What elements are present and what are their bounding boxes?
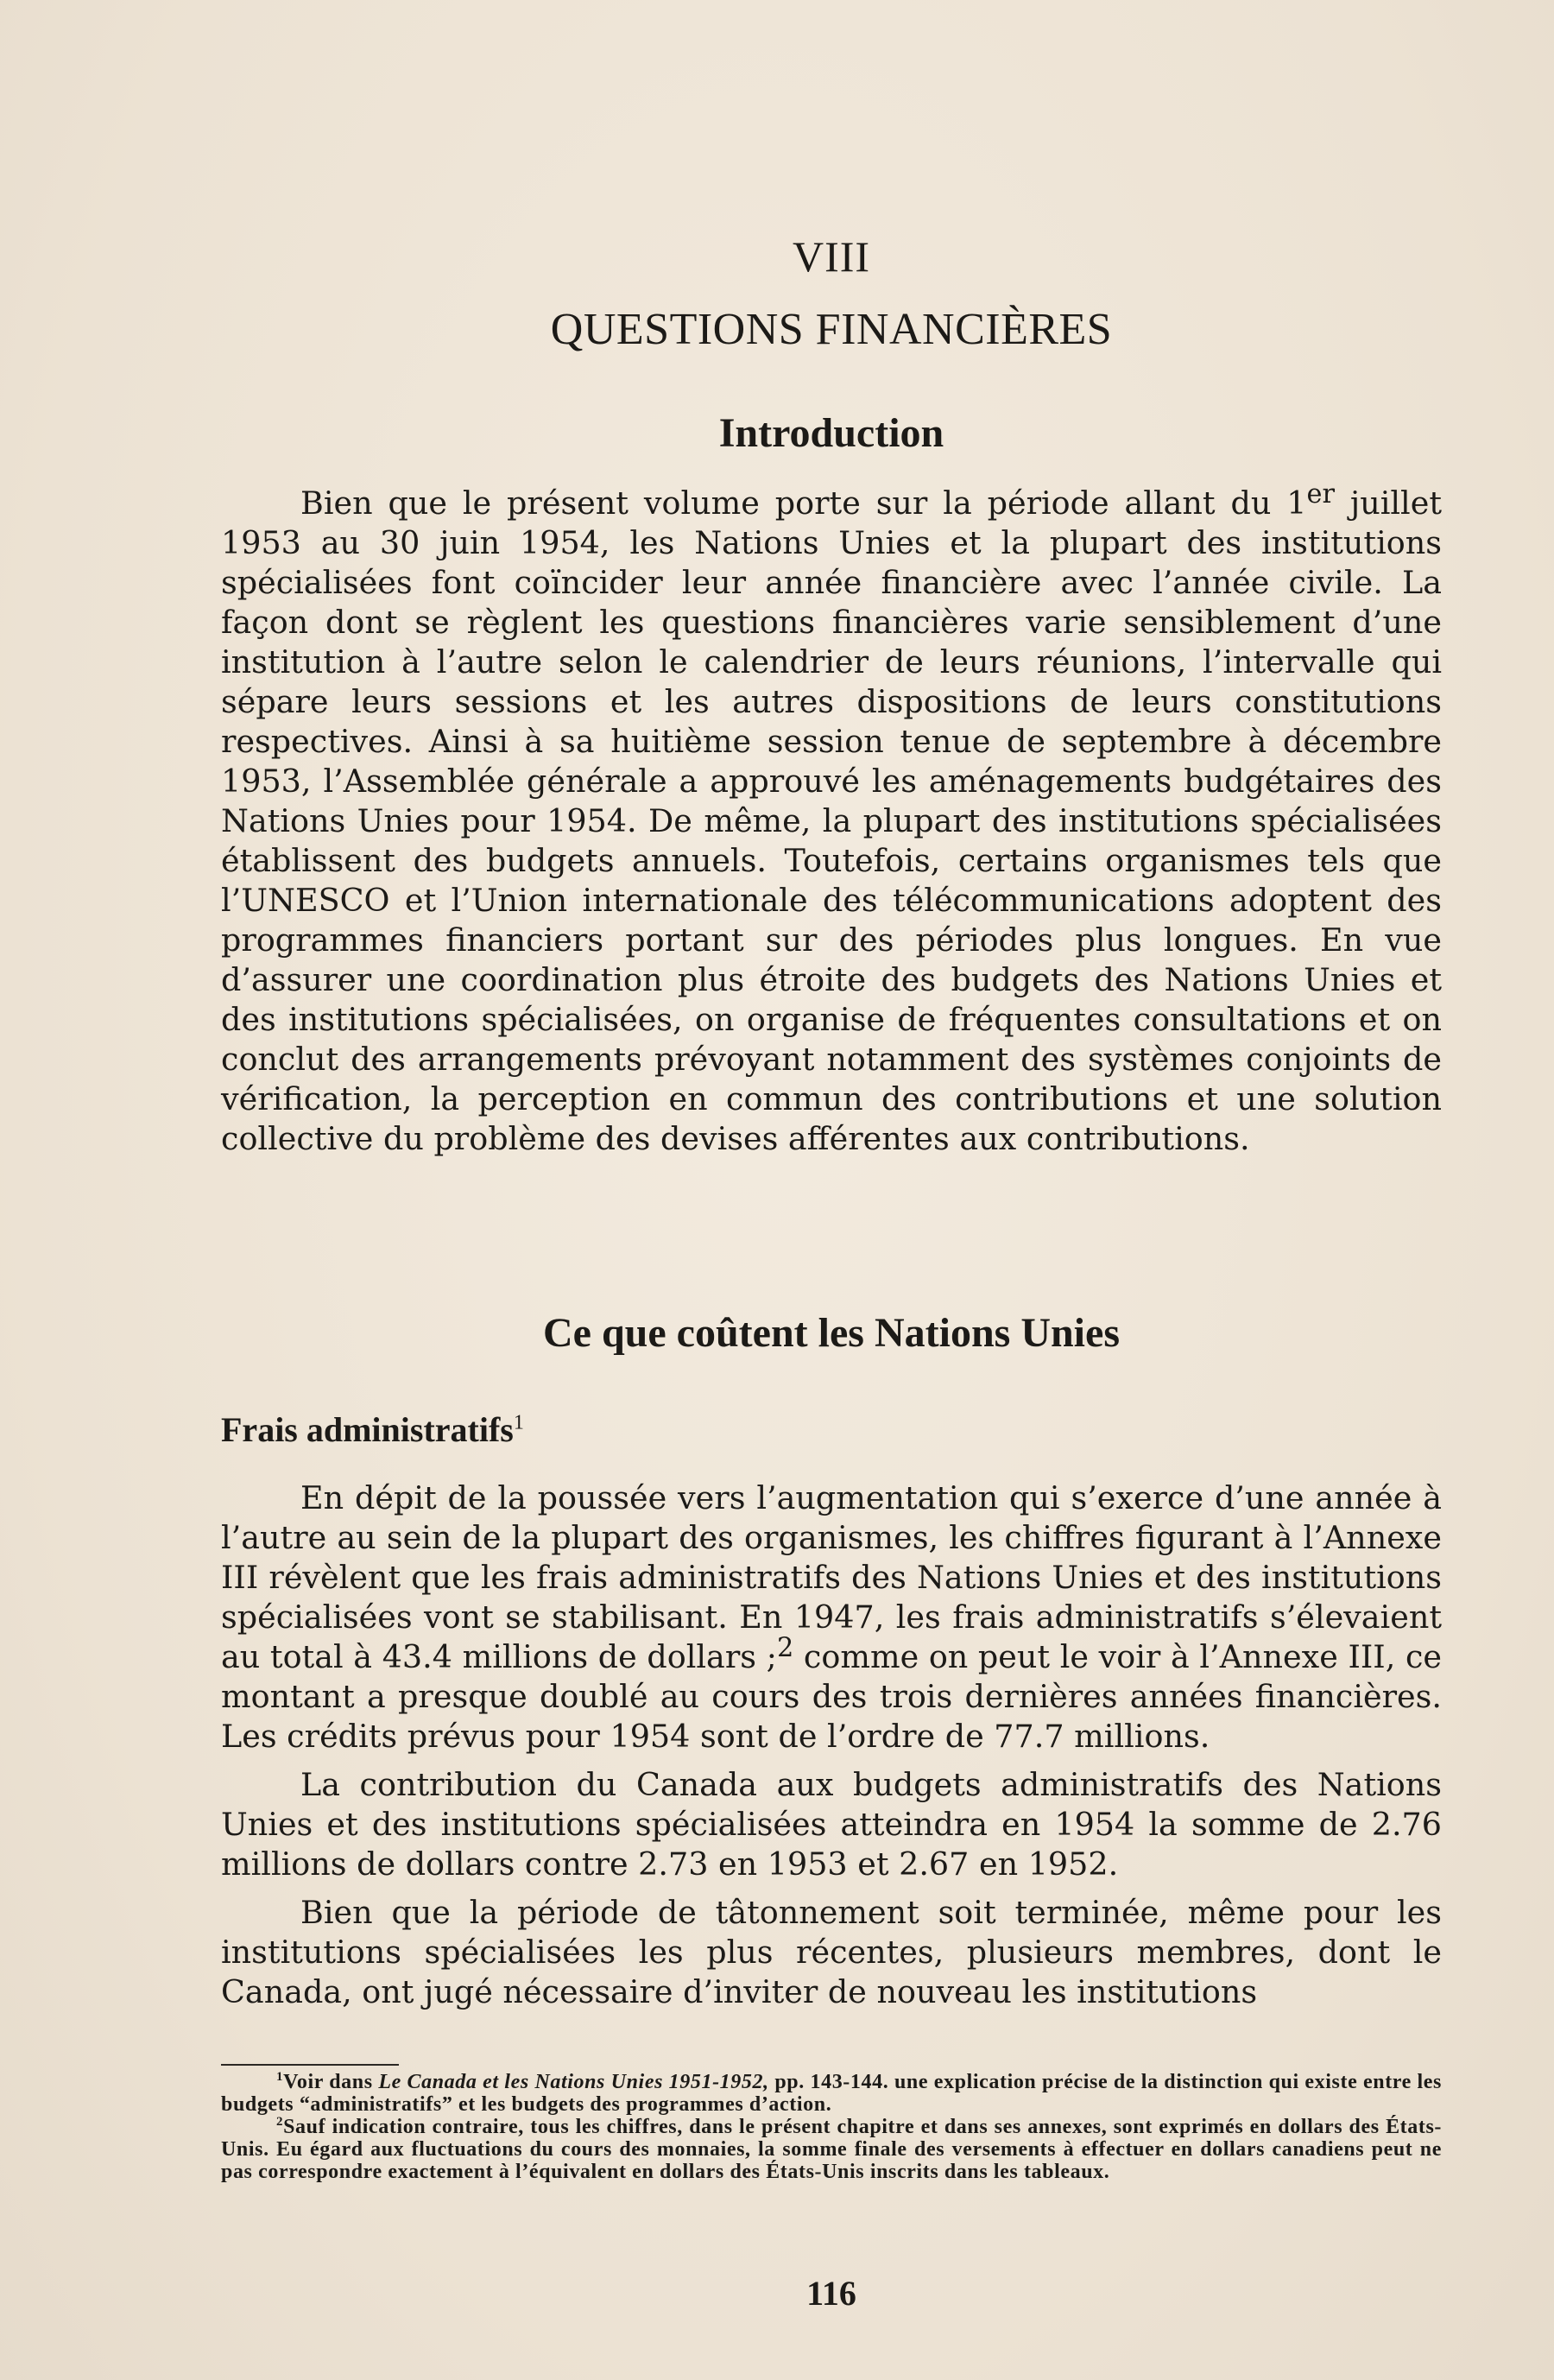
introduction-body: [221, 478, 1442, 1159]
footnotes: [221, 2071, 1442, 2183]
footnote-2: [221, 2116, 1442, 2183]
admin-costs-heading-text: Frais administratifs: [221, 1410, 514, 1449]
footnote-2-mark: 2: [276, 2115, 284, 2129]
footnote-1-text-a: Voir dans: [283, 2071, 379, 2093]
intro-text-part1: Bien que le présent volume porte sur la période allant du 1: [300, 484, 1307, 522]
footnote-1: [221, 2071, 1442, 2116]
footnote-ref-1: 1: [513, 1411, 524, 1434]
admin-paragraph-1: [221, 1478, 1442, 1757]
footnote-divider: [221, 2064, 399, 2066]
footnote-2-text: Sauf indication contraire, tous les chiffres, dans le présent chapitre et dans ses annexes, sont exprimés en dollars des États-Unis. Eu égard aux fluctuations du cours des monnaies, la somme finale des versements à effectuer en dollars canadiens peut ne pas correspondre exactement à l’équivalent en dollars des États-Unis inscrits dans les tableaux.: [221, 2116, 1442, 2183]
admin-p1-part2: comme on peut le voir à l’Annexe III, ce montant a presque doublé au cours des trois dernières années financières. Les crédits prévus pour 1954 sont de l’ordre de 77.7 millions.: [221, 1638, 1443, 1755]
footnote-1-citation: Le Canada et les Nations Unies 1951-1952,: [378, 2071, 769, 2093]
introduction-heading: Introduction: [718, 410, 944, 456]
ordinal-superscript: er: [1306, 478, 1335, 510]
admin-costs-body: [221, 1478, 1442, 2012]
page-number: 116: [806, 2274, 856, 2313]
chapter-number: VIII: [792, 232, 871, 281]
admin-costs-heading: [221, 1409, 524, 1450]
chapter-title: QUESTIONS FINANCIÈRES: [550, 305, 1113, 354]
intro-text-part2: juillet 1953 au 30 juin 1954, les Nations Unies et la plupart des institutions spécialisées font coïncider leur année financière avec l’année civile. La façon dont se règlent les questions financières varie sensiblement d’une institution à l’autre selon le calendrier de leurs réunions, l’intervalle qui sépare leurs sessions et les autres dispositions de leurs constitutions respectives. Ainsi à sa huitième session tenue de septembre à décembre 1953, l’Assemblée générale a approuvé les aménagements budgétaires des Nations Unies pour 1954. De même, la plupart des institutions spécialisées établissent des budgets annuels. Toutefois, certains organismes tels que l’UNESCO et l’Union internationale des télécommunications adoptent des programmes financiers portant sur des périodes plus longues. En vue d’assurer une coordination plus étroite des budgets des Nations Unies et des institutions spécialisées, on organise de fréquentes consultations et on conclut des arrangements prévoyant notamment des systèmes conjoints de vérification, la perception en commun des contributions et une solution collective du problème des devises afférentes aux contributions.: [221, 484, 1442, 1157]
footnote-1-mark: 1: [276, 2070, 284, 2084]
footnote-ref-2: 2: [776, 1632, 794, 1663]
admin-paragraph-3: Bien que la période de tâtonnement soit terminée, même pour les institutions spécialisées les plus récentes, plusieurs membres, dont le Canada, ont jugé nécessaire d’inviter de nouveau les institutions: [221, 1894, 1442, 2010]
footnote-1-text-b: pp. 143-144. une explication précise de la distinction qui existe entre les budgets “administratifs” et les budgets des programmes d’action.: [221, 2071, 1442, 2116]
admin-p1-part1: En dépit de la poussée vers l’augmentation qui s’exerce d’une année à l’autre au sein de la plupart des organismes, les chiffres figurant à l’Annexe III révèlent que les frais administratifs des Nations Unies et des institutions spécialisées vont se stabilisant. En 1947, les frais administratifs s’élevaient au total à 43.4 millions de dollars ;: [221, 1479, 1442, 1675]
admin-paragraph-2: La contribution du Canada aux budgets administratifs des Nations Unies et des institutions spécialisées atteindra en 1954 la somme de 2.76 millions de dollars contre 2.73 en 1953 et 2.67 en 1952.: [221, 1766, 1442, 1883]
cost-section-heading: Ce que coûtent les Nations Unies: [543, 1310, 1120, 1356]
introduction-paragraph: [221, 478, 1442, 1159]
